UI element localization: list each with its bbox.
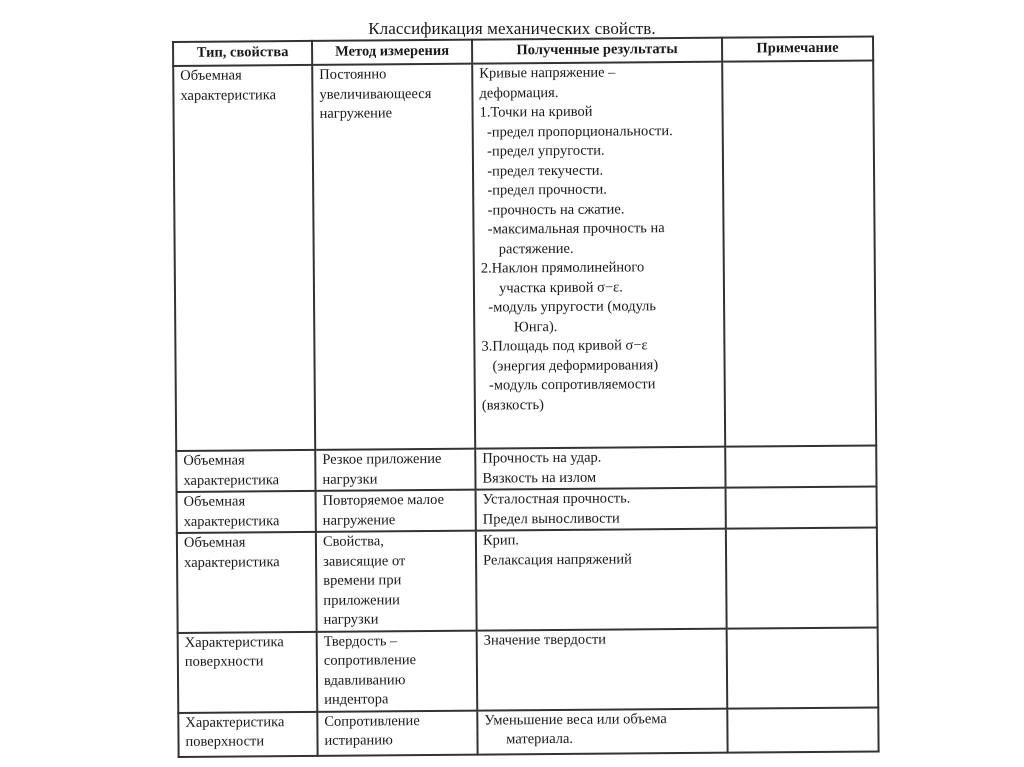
method-line: зависящие от (323, 552, 406, 570)
cell-note (722, 60, 876, 446)
results-line: -предел текучести. (479, 162, 604, 180)
type-line: характеристика (183, 512, 280, 530)
results-line: растяжение. (480, 240, 574, 258)
type-line: поверхности (184, 653, 264, 670)
cell-type (178, 631, 318, 712)
results-line: материала. (484, 730, 574, 748)
cell-note (727, 707, 878, 752)
table-row (178, 627, 879, 712)
method-line: Постоянно (319, 66, 387, 83)
cell-type (177, 491, 316, 533)
method-line: истиранию (324, 732, 393, 749)
results-line: участка кривой σ−ε. (480, 278, 623, 297)
type-line: характеристика (183, 471, 280, 489)
method-line: нагрузки (323, 611, 379, 628)
header-method: Метод измерения (312, 40, 472, 65)
results-line: Значение твердости (483, 631, 607, 649)
type-line: характеристика (180, 86, 277, 104)
results-line: Релаксация напряжений (483, 550, 632, 569)
cell-method (317, 710, 477, 755)
results-line: (энергия деформирования) (481, 356, 659, 375)
results-line: 3.Площадь под кривой σ−ε (481, 337, 648, 355)
cell-results (476, 488, 726, 531)
results-line: 1.Точки на кривой (479, 103, 593, 121)
results-line: Предел выносливости (482, 509, 620, 528)
method-line: Твердость – (323, 632, 398, 650)
results-line: -предел прочности. (480, 181, 607, 199)
header-results: Полученные результаты (472, 38, 722, 64)
document-title: Классификация механических свойств. (368, 19, 656, 38)
results-line: -прочность на сжатие. (480, 200, 625, 219)
results-line: Усталостная прочность. (482, 490, 631, 508)
method-line: времени при (323, 572, 402, 589)
table-row (178, 707, 878, 756)
type-line: Объемная (183, 452, 245, 469)
method-line: увеличивающееся (319, 85, 432, 103)
results-line: -предел пропорциональности. (479, 122, 673, 141)
cell-note (727, 627, 879, 708)
type-line: поверхности (185, 733, 265, 750)
cell-method (316, 490, 476, 532)
results-line: 2.Наклон прямолинейного (480, 259, 645, 277)
results-line: деформация. (479, 84, 559, 102)
method-line: Свойства, (322, 533, 384, 550)
cell-note (725, 445, 876, 487)
results-line: Вязкость на излом (482, 469, 597, 487)
cell-method (315, 449, 475, 491)
results-line: -предел упругости. (479, 142, 605, 160)
table-body (173, 60, 878, 756)
type-line: Характеристика (184, 633, 284, 651)
cell-method (312, 64, 475, 450)
method-line: приложении (323, 591, 400, 609)
cell-note (726, 527, 878, 628)
results-line: Прочность на удар. (482, 449, 602, 467)
table-row (173, 60, 876, 450)
results-line: Уменьшение веса или объема (484, 710, 667, 729)
cell-results (477, 628, 728, 710)
cell-results (476, 529, 727, 630)
table-row (177, 527, 878, 632)
header-note: Примечание (722, 36, 873, 61)
type-line: Объемная (180, 67, 242, 84)
method-line: вдавливанию (323, 671, 406, 689)
method-line: индентора (324, 691, 389, 708)
cell-type (176, 450, 315, 492)
header-type: Тип, свойства (173, 41, 312, 66)
type-line: Объемная (183, 493, 246, 510)
cell-note (726, 486, 877, 528)
method-line: Резкое приложение (322, 450, 442, 468)
type-line: Объемная (183, 534, 246, 551)
results-line: Юнга). (481, 318, 558, 336)
cell-type (177, 532, 317, 633)
type-line: характеристика (184, 553, 280, 571)
results-line: -максимальная прочность на (480, 220, 665, 238)
properties-table (172, 35, 880, 757)
cell-results (472, 62, 725, 449)
cell-method (316, 531, 477, 632)
method-line: Сопротивление (324, 712, 420, 730)
results-line: Кривые напряжение – (479, 64, 616, 82)
type-line: Характеристика (185, 713, 285, 731)
cell-results (477, 708, 727, 754)
method-line: Повторяемое малое (322, 491, 445, 509)
results-line: -модуль упругости (модуль (481, 298, 657, 316)
results-line: -модуль сопротивляемости (481, 376, 656, 394)
results-line: Крип. (482, 532, 520, 549)
table-row (176, 445, 876, 491)
cell-type (173, 65, 315, 451)
method-line: нагружение (322, 511, 396, 529)
method-line: нагружение (319, 105, 393, 122)
cell-results (475, 447, 725, 490)
method-line: нагрузки (322, 470, 378, 488)
cell-method (317, 630, 478, 711)
results-line: (вязкость) (481, 396, 544, 414)
method-line: сопротивление (323, 652, 417, 669)
cell-type (178, 711, 317, 756)
table-row (177, 486, 877, 532)
